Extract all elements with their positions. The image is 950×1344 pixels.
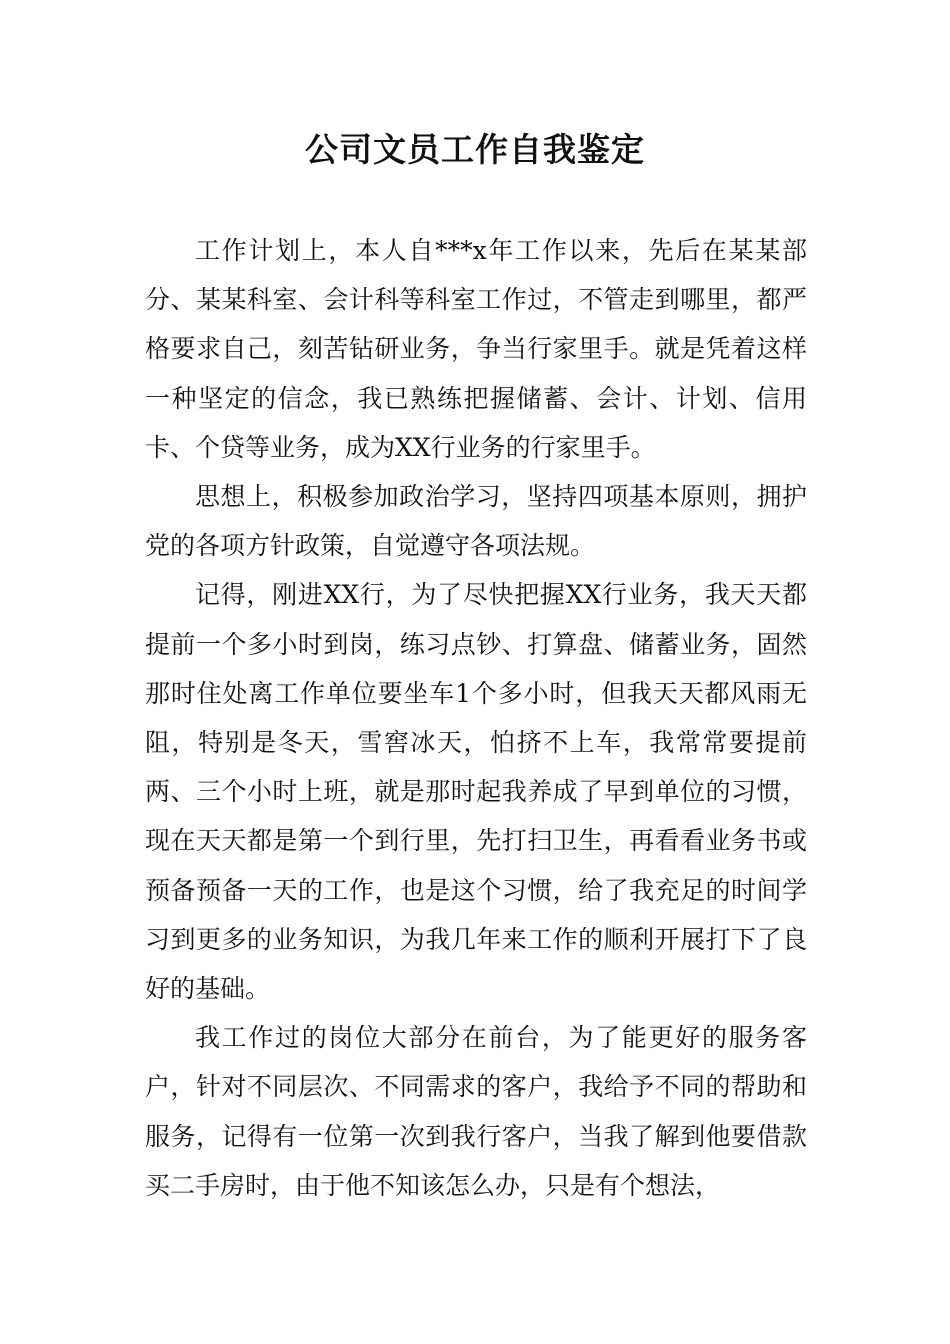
paragraph-work-plan: 工作计划上，本人自***x年工作以来，先后在某某部分、某某科室、会计科等科室工作过，不管走到哪里，都严格要求自己，刻苦钻研业务，争当行家里手。就是凭着这样一种坚定的信念，我已熟练把握储蓄、会计、计划、信用卡、个贷等业务，成为XX行业务的行家里手。: [145, 236, 807, 462]
document-body: [145, 226, 807, 1210]
paragraph-ideology: 思想上，积极参加政治学习，坚持四项基本原则，拥护党的各项方针政策，自觉遵守各项法规。: [145, 482, 807, 561]
paragraph-customer-service: 我工作过的岗位大部分在前台，为了能更好的服务客户，针对不同层次、不同需求的客户，我给予不同的帮助和服务，记得有一位第一次到我行客户，当我了解到他要借款买二手房时，由于他不知该怎么办，只是有个想法，: [145, 1023, 807, 1200]
paragraph-early-arrival: 记得，刚进XX行，为了尽快把握XX行业务，我天天都提前一个多小时到岗，练习点钞、打算盘、储蓄业务，固然那时住处离工作单位要坐车1个多小时，但我天天都风雨无阻，特别是冬天，雪窖冰天，怕挤不上车，我常常要提前两、三个小时上班，就是那时起我养成了早到单位的习惯，现在天天都是第一个到行里，先打扫卫生，再看看业务书或预备预备一天的工作，也是这个习惯，给了我充足的时间学习到更多的业务知识，为我几年来工作的顺利开展打下了良好的基础。: [145, 580, 807, 1004]
document-title: 公司文员工作自我鉴定: [305, 130, 645, 169]
